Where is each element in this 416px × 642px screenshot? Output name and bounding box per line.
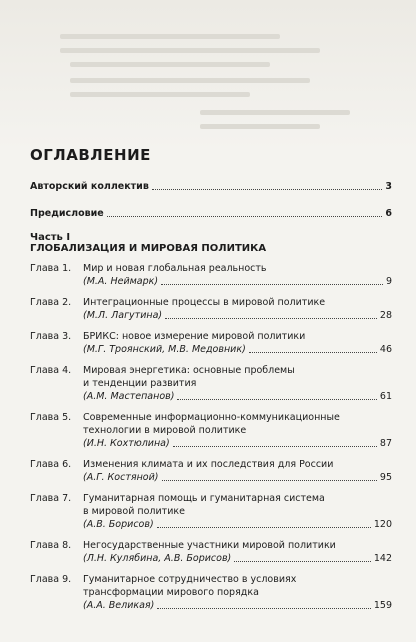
leader-dots [165,317,377,319]
chapter-author-line [83,471,392,484]
leader-dots [157,607,371,609]
toc-page-number: 142 [373,553,392,564]
chapter-authors: (А.В. Борисов) [83,519,154,530]
show-through-background [0,0,416,150]
chapter-title-line: Негосударственные участники мировой политики [83,540,336,551]
show-through-line [60,34,280,39]
show-through-line [70,62,270,67]
chapter-title-line: Мир и новая глобальная реальность [83,263,267,274]
toc-chapter-entry[interactable] [30,539,392,565]
toc-page-number: 159 [373,600,392,611]
leader-dots [157,526,371,528]
show-through-line [70,92,250,97]
toc-item-label: Предисловие [30,208,104,219]
chapter-body [83,296,392,322]
toc-page-number: 28 [379,310,392,321]
chapter-title-line: Современные информационно-коммуникационные [83,412,340,423]
chapter-number: Глава 5. [30,412,72,423]
leader-dots [177,398,376,400]
leader-dots [152,188,383,190]
toc-title: ОГЛАВЛЕНИЕ [30,146,151,164]
toc-chapter-entry[interactable] [30,492,392,531]
toc-page-number: 61 [379,391,392,402]
chapter-author-line [83,552,392,565]
show-through-line [200,124,320,129]
chapter-number: Глава 4. [30,365,72,376]
chapter-authors: (А.А. Великая) [83,600,155,611]
chapter-authors: (М.Г. Троянский, М.В. Медовник) [83,344,246,355]
show-through-line [60,48,320,53]
toc-chapter-entry[interactable] [30,364,392,403]
chapter-author-line [83,309,392,322]
chapter-title-line: в мировой политике [83,506,185,517]
chapter-title-line: Гуманитарная помощь и гуманитарная система [83,493,325,504]
chapter-title-line: БРИКС: новое измерение мировой политики [83,331,306,342]
chapter-body [83,573,392,612]
chapter-title-line: Мировая энергетика: основные проблемы [83,365,295,376]
toc-page [30,146,392,620]
chapter-title-line: Интеграционные процессы в мировой политике [83,297,326,308]
chapter-title-line: технологии в мировой политике [83,425,247,436]
toc-chapter-entry[interactable] [30,330,392,356]
chapter-body [83,364,392,403]
leader-dots [161,283,383,285]
chapter-title-line: Изменения климата и их последствия для России [83,459,334,470]
chapter-body [83,411,392,450]
chapter-list [30,262,392,612]
toc-chapter-entry[interactable] [30,262,392,288]
chapter-body [83,262,392,288]
chapter-authors: (А.М. Мастепанов) [83,391,175,402]
toc-page-number: 120 [373,519,392,530]
chapter-number: Глава 6. [30,459,72,470]
chapter-author-line [83,518,392,531]
chapter-body [83,539,392,565]
leader-dots [173,445,377,447]
toc-page-number: 95 [379,472,392,483]
chapter-title-line: и тенденции развития [83,378,197,389]
toc-chapter-entry[interactable] [30,411,392,450]
chapter-authors: (А.Г. Костяной) [83,472,159,483]
chapter-title-line: трансформации мирового порядка [83,587,259,598]
chapter-number: Глава 7. [30,493,72,504]
chapter-number: Глава 9. [30,574,72,585]
chapter-authors: (М.А. Неймарк) [83,276,159,287]
part-title: ГЛОБАЛИЗАЦИЯ И МИРОВАЯ ПОЛИТИКА [30,243,267,254]
chapter-author-line [83,599,392,612]
chapter-number: Глава 3. [30,331,72,342]
toc-page-number: 46 [379,344,392,355]
toc-page-number: 87 [379,438,392,449]
chapter-title-line: Гуманитарное сотрудничество в условиях [83,574,297,585]
toc-chapter-entry[interactable] [30,296,392,322]
leader-dots [234,560,371,562]
toc-item-label: Авторский коллектив [30,181,149,192]
chapter-body [83,492,392,531]
toc-page-number: 6 [385,208,392,219]
toc-page-number: 9 [385,276,392,287]
chapter-body [83,330,392,356]
chapter-number: Глава 8. [30,540,72,551]
chapter-author-line [83,343,392,356]
toc-front-item[interactable] [30,207,392,220]
toc-front-item[interactable] [30,180,392,193]
leader-dots [162,479,377,481]
chapter-authors: (Л.Н. Кулябина, А.В. Борисов) [83,553,232,564]
chapter-number: Глава 2. [30,297,72,308]
toc-page-number: 3 [385,181,392,192]
leader-dots [249,351,377,353]
part-label: Часть I [30,232,71,243]
chapter-body [83,458,392,484]
chapter-author-line [83,437,392,450]
leader-dots [107,215,383,217]
chapter-number: Глава 1. [30,263,72,274]
chapter-authors: (М.Л. Лагутина) [83,310,163,321]
chapter-author-line [83,275,392,288]
toc-chapter-entry[interactable] [30,573,392,612]
show-through-line [70,78,310,83]
chapter-authors: (И.Н. Кохтюлина) [83,438,170,449]
toc-chapter-entry[interactable] [30,458,392,484]
chapter-author-line [83,390,392,403]
show-through-line [200,110,350,115]
